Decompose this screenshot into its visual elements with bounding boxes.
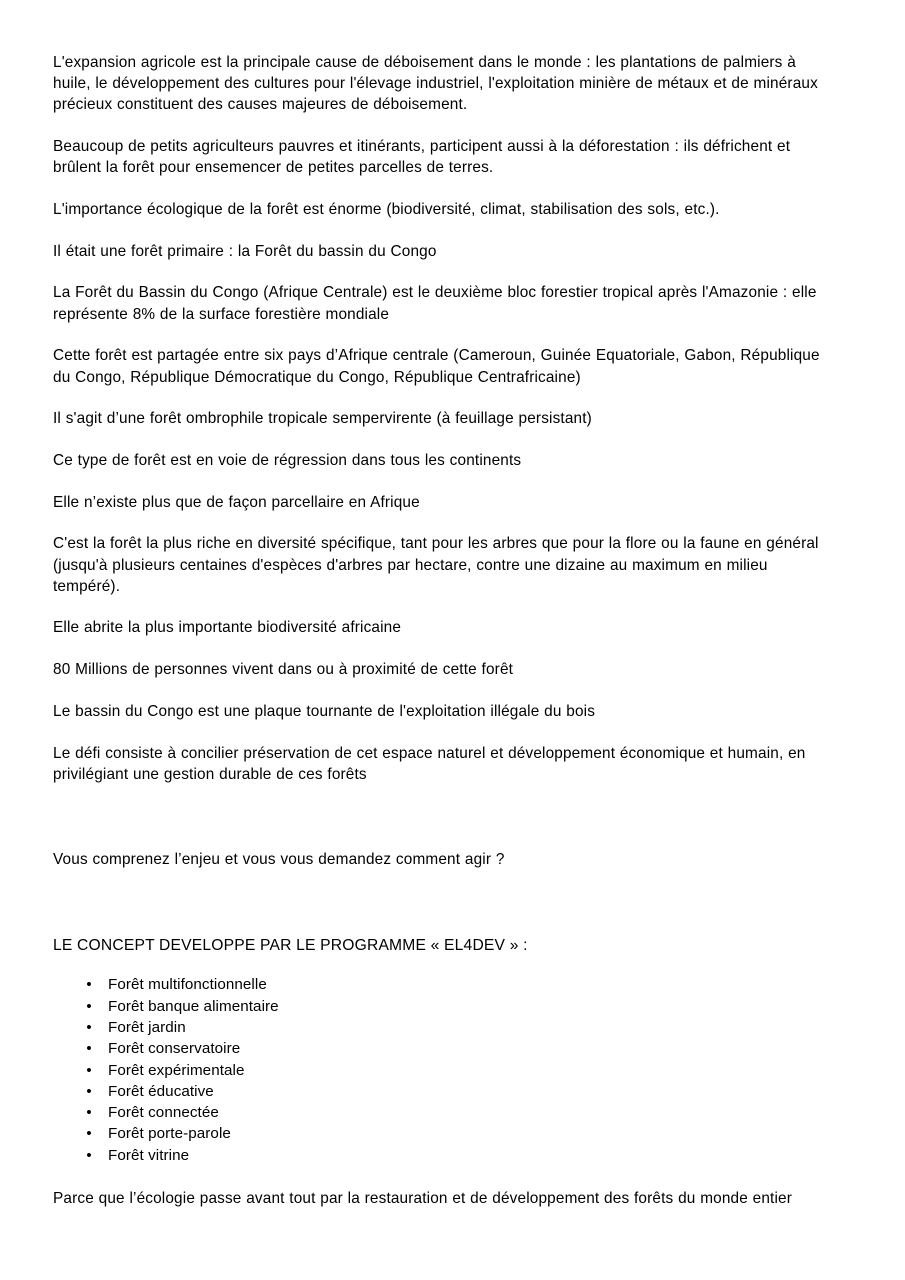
list-item [53, 1123, 847, 1144]
list-item [53, 1060, 847, 1081]
vertical-spacer-before-question [53, 805, 847, 849]
bullet-icon: • [86, 1018, 92, 1036]
vertical-spacer-before-heading [53, 891, 847, 935]
paragraph-7: Il s'agit d’une forêt ombrophile tropicale sempervirente (à feuillage persistant) [53, 410, 592, 428]
list-item [53, 1081, 847, 1102]
bullet-icon: • [86, 1082, 92, 1100]
concept-bullet-list [53, 974, 847, 1166]
paragraph-4: Il était une forêt primaire : la Forêt du bassin du Congo [53, 242, 437, 260]
list-item [53, 974, 847, 995]
paragraph-6: Cette forêt est partagée entre six pays d’Afrique centrale (Cameroun, Guinée Equatoriale, Gabon, République du Congo, République Démocratique du Congo, République Centrafricaine) [53, 347, 820, 386]
section-heading: LE CONCEPT DEVELOPPE PAR LE PROGRAMME « EL4DEV » : [53, 937, 528, 955]
list-item [53, 1145, 847, 1166]
paragraph-11: Elle abrite la plus importante biodiversité africaine [53, 619, 402, 637]
paragraph-8: Ce type de forêt est en voie de régression dans tous les continents [53, 451, 522, 469]
paragraph-14: Le défi consiste à concilier préservation de cet espace naturel et développement économique et humain, en privilégiant une gestion durable de ces forêts [53, 744, 806, 783]
list-item [53, 996, 847, 1017]
paragraph-10: C'est la forêt la plus riche en diversité spécifique, tant pour les arbres que pour la flore ou la faune en général (jusqu'à plusieurs centaines d'espèces d'arbres par hectare, contre une dizaine au maximum en milieu tempéré). [53, 535, 819, 595]
vertical-spacer-before-closing [53, 1166, 847, 1188]
list-item-label: Forêt banque alimentaire [108, 997, 279, 1015]
paragraph-9: Elle n’existe plus que de façon parcellaire en Afrique [53, 493, 420, 511]
paragraph-2: Beaucoup de petits agriculteurs pauvres et itinérants, participent aussi à la déforestation : ils défrichent et brûlent la forêt pour ensemencer de petites parcelles de terres. [53, 138, 791, 177]
paragraph-3: L'importance écologique de la forêt est énorme (biodiversité, climat, stabilisation des sols, etc.). [53, 201, 720, 219]
list-item-label: Forêt jardin [108, 1018, 186, 1036]
list-item-label: Forêt conservatoire [108, 1040, 241, 1058]
bullet-icon: • [86, 1146, 92, 1164]
closing-line: Parce que l’écologie passe avant tout par la restauration et de développement des forêts du monde entier [53, 1190, 793, 1208]
bullet-icon: • [86, 997, 92, 1015]
bullet-icon: • [86, 1040, 92, 1058]
paragraph-5: La Forêt du Bassin du Congo (Afrique Centrale) est le deuxième bloc forestier tropical après l'Amazonie : elle représente 8% de la surface forestière mondiale [53, 284, 817, 323]
question-line: Vous comprenez l’enjeu et vous vous demandez comment agir ? [53, 851, 505, 869]
list-item-label: Forêt expérimentale [108, 1061, 245, 1079]
document-body [53, 52, 847, 1209]
paragraph-13: Le bassin du Congo est une plaque tournante de l'exploitation illégale du bois [53, 702, 596, 720]
bullet-icon: • [86, 1125, 92, 1143]
list-item-label: Forêt porte-parole [108, 1125, 231, 1143]
bullet-icon: • [86, 1061, 92, 1079]
list-item-label: Forêt connectée [108, 1104, 219, 1122]
list-item [53, 1038, 847, 1059]
bullet-icon: • [86, 976, 92, 994]
list-item [53, 1102, 847, 1123]
list-item-label: Forêt multifonctionnelle [108, 976, 267, 994]
list-item-label: Forêt vitrine [108, 1146, 190, 1164]
list-item-label: Forêt éducative [108, 1082, 214, 1100]
bullet-icon: • [86, 1104, 92, 1122]
paragraph-1: L'expansion agricole est la principale cause de déboisement dans le monde : les plantations de palmiers à huile, le développement des cultures pour l'élevage industriel, l'exploitation minière de métaux et de minéraux précieux constituent des causes majeures de déboisement. [53, 54, 818, 114]
paragraph-12: 80 Millions de personnes vivent dans ou à proximité de cette forêt [53, 661, 514, 679]
list-item [53, 1017, 847, 1038]
